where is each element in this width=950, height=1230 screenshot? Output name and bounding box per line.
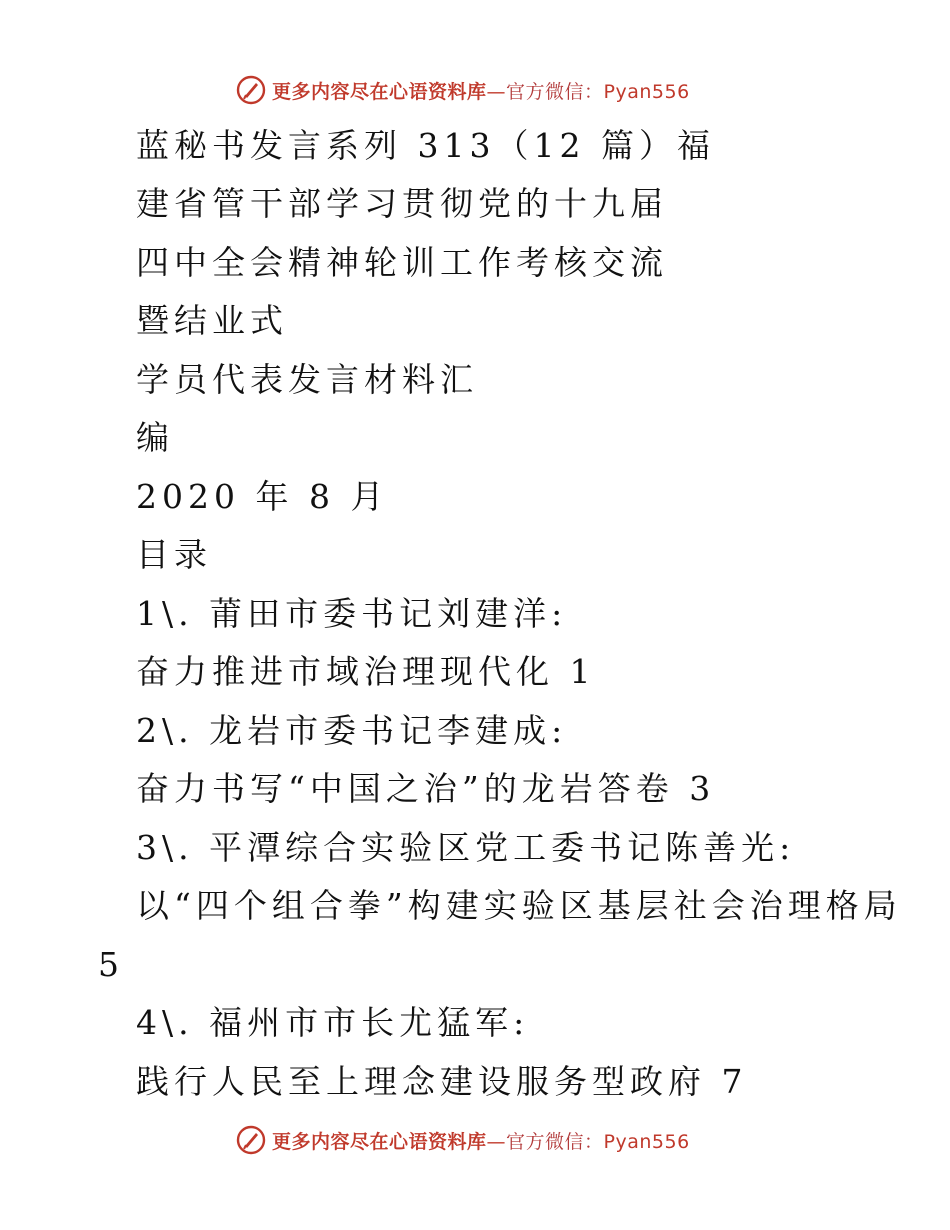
watermark-wechat-id: Pyan556 bbox=[603, 1130, 690, 1153]
quill-logo-icon bbox=[236, 1125, 266, 1155]
title-line-1: 蓝秘书发言系列 313（12 篇）福 bbox=[136, 126, 715, 165]
toc-entry-1-title: 奋力推进市域治理现代化 1 bbox=[136, 652, 596, 691]
watermark-wechat-label: 官方微信： bbox=[506, 80, 604, 103]
watermark-text bbox=[272, 1127, 690, 1154]
watermark-wechat-label: 官方微信： bbox=[506, 1130, 604, 1153]
watermark-wechat-id: Pyan556 bbox=[603, 80, 690, 103]
toc-entry-3-page: 5 bbox=[98, 945, 124, 984]
title-line-6: 编 bbox=[136, 418, 174, 457]
watermark-separator: — bbox=[486, 80, 507, 103]
watermark-main-text: 更多内容尽在心语资料库 bbox=[272, 1130, 487, 1153]
toc-heading: 目录 bbox=[136, 535, 212, 574]
toc-entry-2-title: 奋力书写“中国之治”的龙岩答卷 3 bbox=[136, 769, 716, 808]
toc-entry-2-author: 2\. 龙岩市委书记李建成: bbox=[136, 711, 568, 750]
toc-entry-4-author: 4\. 福州市市长尤猛军: bbox=[136, 1003, 530, 1042]
watermark-main-text: 更多内容尽在心语资料库 bbox=[272, 80, 487, 103]
toc-entry-4-title: 践行人民至上理念建设服务型政府 7 bbox=[136, 1062, 748, 1101]
watermark-separator: — bbox=[486, 1130, 507, 1153]
title-line-4: 暨结业式 bbox=[136, 301, 288, 340]
toc-entry-3-author: 3\. 平潭综合实验区党工委书记陈善光: bbox=[136, 828, 796, 867]
title-line-3: 四中全会精神轮训工作考核交流 bbox=[136, 243, 668, 282]
footer-watermark bbox=[236, 1123, 690, 1157]
toc-entry-3-title: 以“四个组合拳”构建实验区基层社会治理格局 bbox=[136, 886, 902, 925]
document-date: 2020 年 8 月 bbox=[136, 477, 389, 516]
title-line-5: 学员代表发言材料汇 bbox=[136, 360, 478, 399]
title-line-2: 建省管干部学习贯彻党的十九届 bbox=[136, 184, 668, 223]
toc-entry-1-author: 1\. 莆田市委书记刘建洋: bbox=[136, 594, 568, 633]
